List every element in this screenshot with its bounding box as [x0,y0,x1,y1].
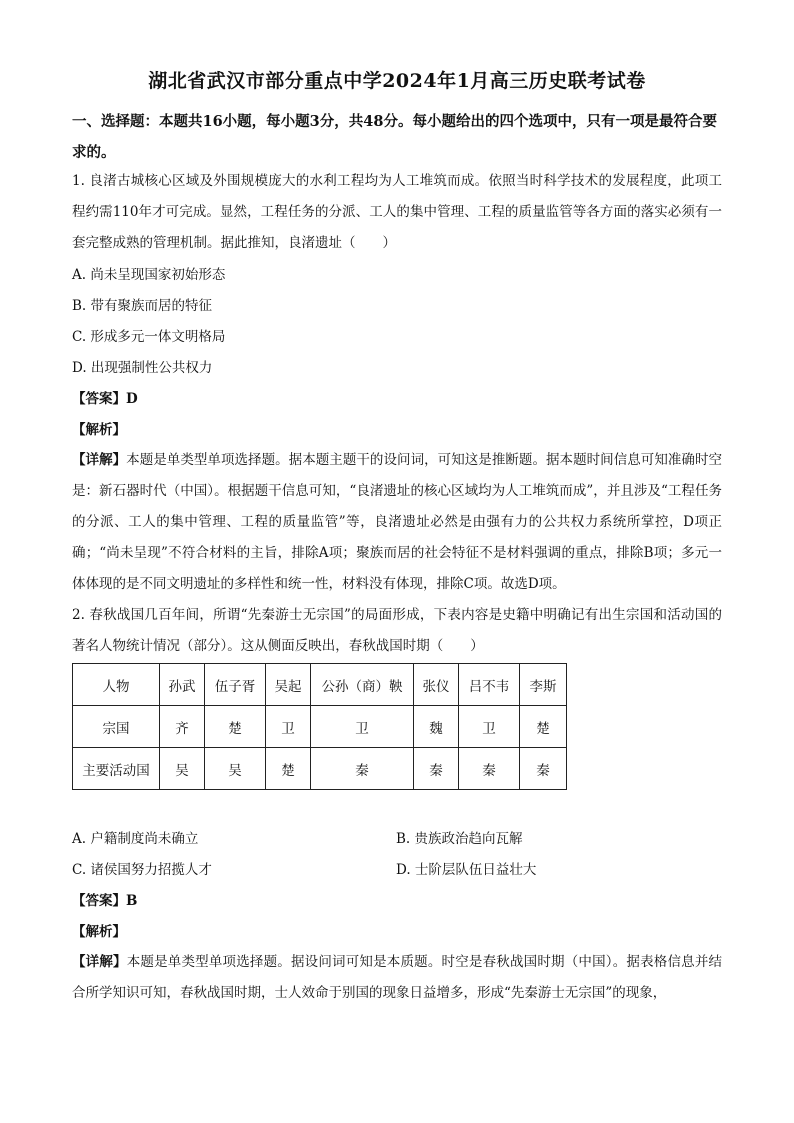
table-cell: 齐 [160,706,205,748]
table-cell: 伍子胥 [205,664,266,706]
table-cell: 卫 [459,706,520,748]
table-cell: 卫 [266,706,311,748]
table-row [73,748,567,790]
table-cell: 秦 [520,748,567,790]
q2-answer: 【答案】B [72,893,138,909]
q1-stem: 1. 良渚古城核心区域及外围规模庞大的水利工程均为人工堆筑而成。依照当时科学技术的发展程度，此项工程约需110年才可完成。显然，工程任务的分派、工人的集中管理、工程的质量监管等各方面的落实必须有一套完整成熟的管理机制。据此推知，良渚遗址（ ） [72,173,722,251]
table-cell: 吴 [160,748,205,790]
table-cell: 秦 [414,748,459,790]
q2-detail-text: 本题是单类型单项选择题。据设问词可知是本质题。时空是春秋战国时期（中国）。据表格信息并结合所学知识可知，春秋战国时期，士人效命于别国的现象日益增多，形成“先秦游士无宗国”的现象， [72,954,723,1001]
table-cell: 宗国 [73,706,160,748]
table-cell: 秦 [311,748,414,790]
table-cell: 吕不韦 [459,664,520,706]
q2-stem: 2. 春秋战国几百年间，所谓“先秦游士无宗国”的局面形成，下表内容是史籍中明确记有出生宗国和活动国的著名人物统计情况（部分）。这从侧面反映出，春秋战国时期（ ） [72,607,722,654]
table-cell: 公孙（商）鞅 [311,664,414,706]
table-cell: 魏 [414,706,459,748]
table-cell: 主要活动国 [73,748,160,790]
q1-answer: 【答案】D [72,391,138,407]
table-cell: 楚 [205,706,266,748]
table-cell: 吴起 [266,664,311,706]
table-cell: 李斯 [520,664,567,706]
q1-option-a: A. 尚未呈现国家初始形态 [72,267,226,283]
table-row [73,706,567,748]
q2-table [72,663,567,790]
q2-option-d: D. 士阶层队伍日益壮大 [396,862,537,878]
table-cell: 楚 [520,706,567,748]
q2-option-a: A. 户籍制度尚未确立 [72,831,199,847]
table-cell: 卫 [311,706,414,748]
table-cell: 秦 [459,748,520,790]
section-heading: 一、选择题：本题共16小题，每小题3分，共48分。每小题给出的四个选项中，只有一项是最符合要求的。 [72,113,717,161]
table-cell: 孙武 [160,664,205,706]
table-cell: 人物 [73,664,160,706]
q1-detail-text: 本题是单类型单项选择题。据本题主题干的设问词，可知这是推断题。据本题时间信息可知准确时空是：新石器时代（中国）。根据题干信息可知，“良渚遗址的核心区域均为人工堆筑而成”，并且涉及“工程任务的分派、工人的集中管理、工程的质量监管”等，良渚遗址必然是由强有力的公共权力系统所掌控，D项正确；“尚未呈现”不符合材料的主旨，排除A项；聚族而居的社会特征不是材料强调的重点，排除B项；多元一体体现的是不同文明遗址的多样性和统一性，材料没有体现，排除C项。故选D项。 [72,452,723,592]
q2-option-b: B. 贵族政治趋向瓦解 [396,831,523,847]
q2-detail-label: 【详解】 [72,954,127,970]
q1-option-d: D. 出现强制性公共权力 [72,360,213,376]
table-cell: 楚 [266,748,311,790]
table-cell: 吴 [205,748,266,790]
exam-title: 湖北省武汉市部分重点中学2024年1月高三历史联考试卷 [148,70,646,92]
table-cell: 张仪 [414,664,459,706]
q2-analysis-label: 【解析】 [72,924,126,940]
table-row [73,664,567,706]
q1-detail-label: 【详解】 [72,452,127,468]
q1-analysis-label: 【解析】 [72,422,126,438]
q2-detail [72,947,722,1009]
q2-option-c: C. 诸侯国努力招揽人才 [72,862,212,878]
q1-option-b: B. 带有聚族而居的特征 [72,298,213,314]
q1-option-c: C. 形成多元一体文明格局 [72,329,226,345]
q1-detail [72,445,722,600]
